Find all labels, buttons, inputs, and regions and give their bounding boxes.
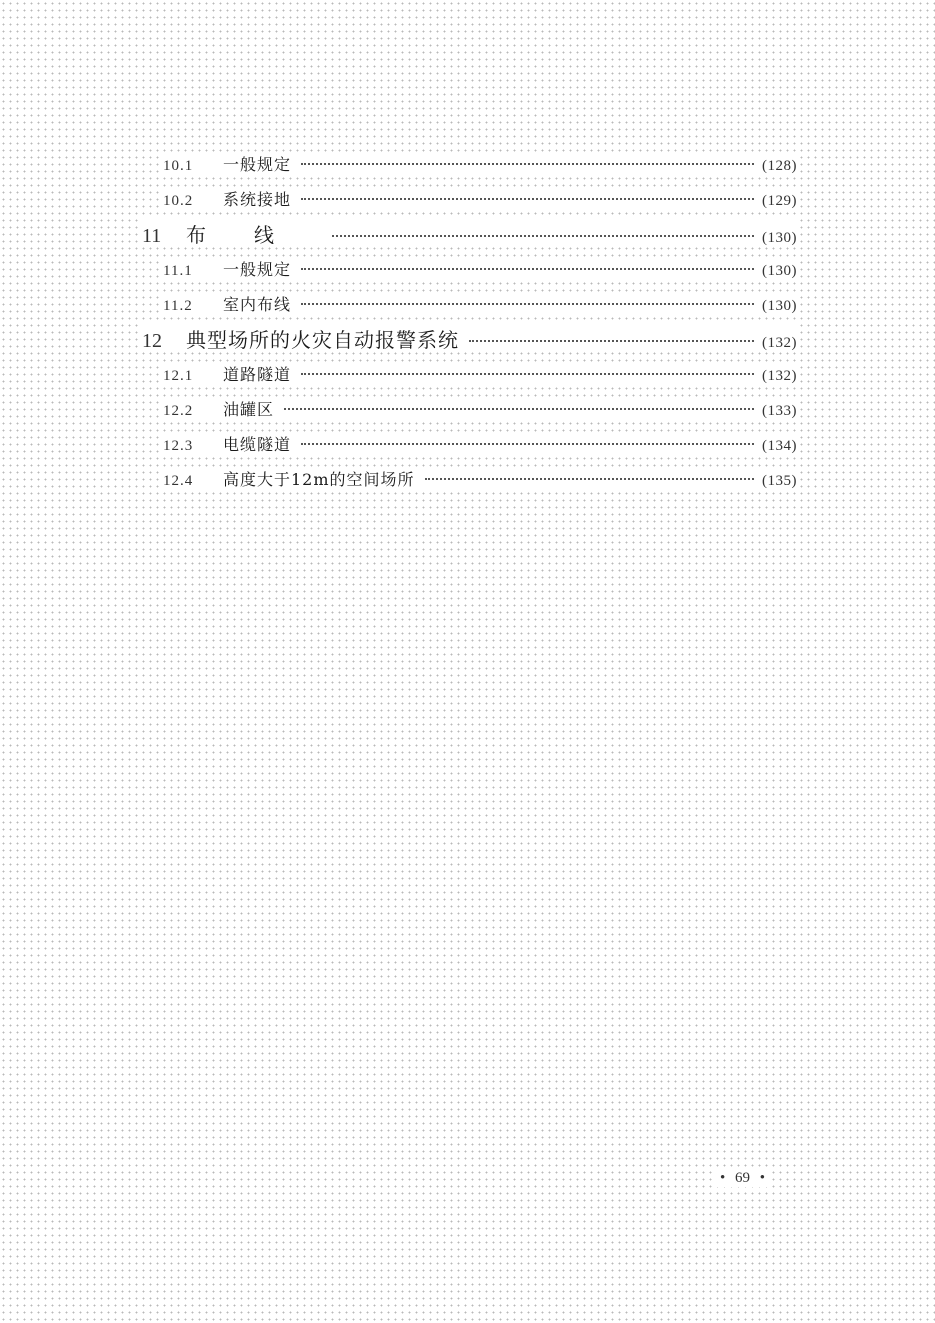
toc-page: (128) (762, 158, 797, 174)
toc-entry-11-1[interactable] (163, 257, 797, 281)
toc-title: 一般规定 (223, 155, 292, 174)
toc-page: (133) (762, 403, 797, 419)
dot-leader (425, 478, 754, 480)
toc-page: (130) (762, 263, 797, 279)
toc-title: 系统接地 (223, 190, 292, 209)
toc-entry-12-4[interactable] (163, 467, 797, 491)
toc-page: (130) (762, 298, 797, 314)
toc-title: 电缆隧道 (223, 435, 292, 454)
toc-chapter-11[interactable] (142, 219, 797, 247)
toc-title: 道路隧道 (223, 365, 292, 384)
toc-number: 12.4 (163, 473, 194, 489)
toc-number: 12.1 (163, 368, 194, 384)
dot-leader (301, 443, 754, 445)
toc-page: (134) (762, 438, 797, 454)
toc-entry-10-1[interactable] (163, 152, 797, 176)
toc-number: 12.2 (163, 403, 194, 419)
dot-leader (469, 340, 754, 342)
toc-number: 10.2 (163, 193, 194, 209)
toc-chapter-12[interactable] (142, 324, 797, 352)
toc-number: 12 (142, 330, 162, 352)
toc-title: 一般规定 (223, 260, 292, 279)
toc-number: 10.1 (163, 158, 194, 174)
toc-entry-12-3[interactable] (163, 432, 797, 456)
dot-leader (301, 373, 754, 375)
toc-entry-12-1[interactable] (163, 362, 797, 386)
dot-leader (332, 235, 754, 237)
toc-number: 11 (142, 225, 162, 247)
toc-entry-11-2[interactable] (163, 292, 797, 316)
dot-leader (284, 408, 754, 410)
toc-number: 11.2 (163, 298, 193, 314)
toc-page: (129) (762, 193, 797, 209)
toc-entry-10-2[interactable] (163, 187, 797, 211)
dot-leader (301, 268, 754, 270)
toc-entry-12-2[interactable] (163, 397, 797, 421)
toc-page: (135) (762, 473, 797, 489)
toc-number: 11.1 (163, 263, 193, 279)
toc-number: 12.3 (163, 438, 194, 454)
toc-page: (132) (762, 335, 797, 351)
toc-page: (130) (762, 230, 797, 246)
toc-title: 高度大于12m的空间场所 (223, 470, 415, 489)
page-number: • 69 • (716, 1170, 769, 1187)
dot-leader (301, 163, 754, 165)
dot-leader (301, 303, 754, 305)
toc-title: 室内布线 (223, 295, 292, 314)
toc-title: 油罐区 (223, 400, 275, 419)
toc-title: 典型场所的火灾自动报警系统 (186, 328, 459, 352)
toc-page: (132) (762, 368, 797, 384)
toc-title: 布线 (186, 223, 322, 247)
dot-leader (301, 198, 754, 200)
